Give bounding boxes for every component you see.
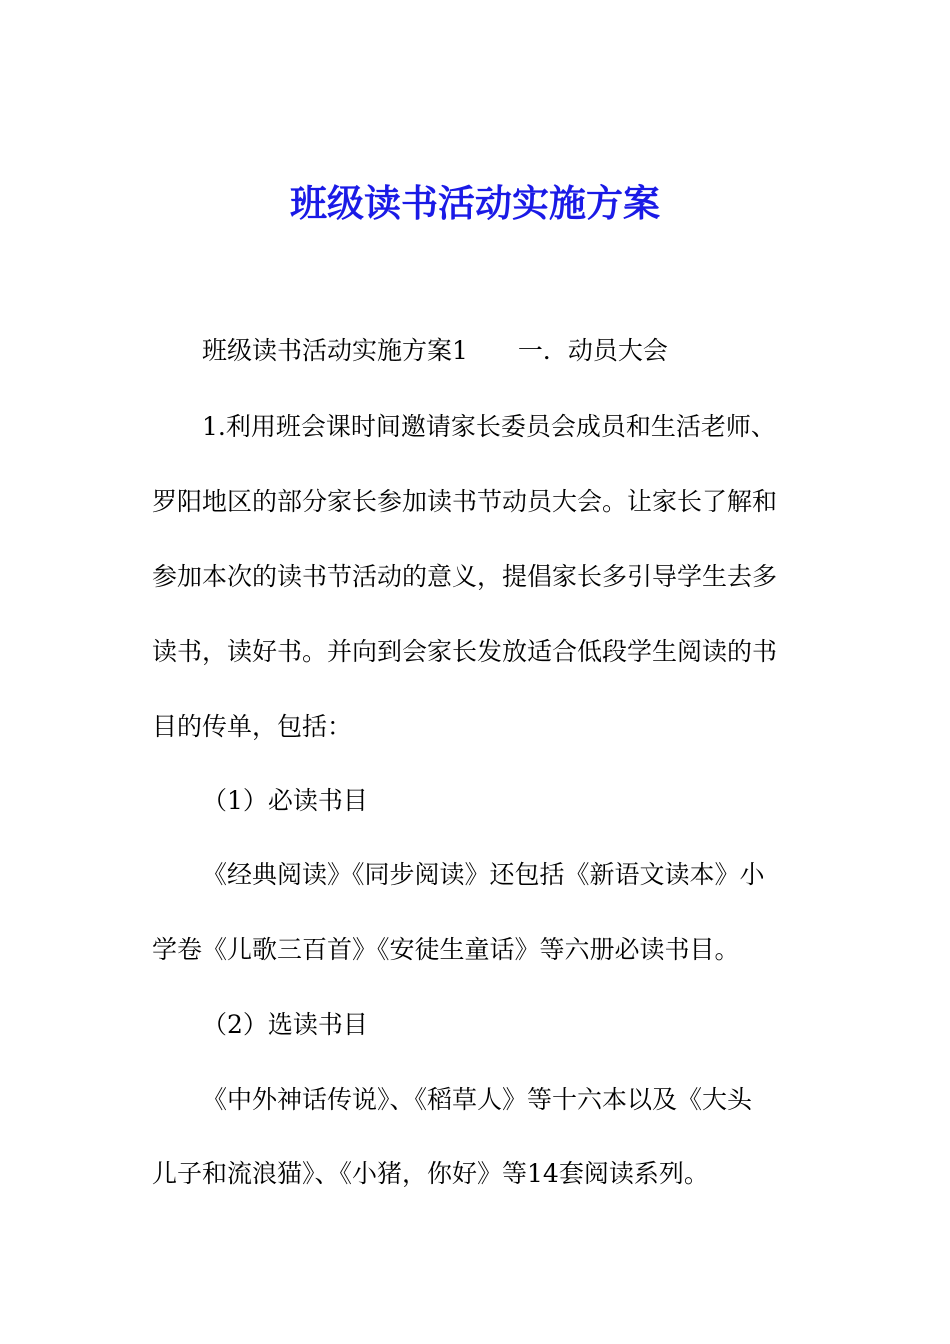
paragraph-line-4: 参加本次的读书节活动的意义，提倡家长多引导学生去多: [152, 562, 778, 591]
paragraph-line-2: 1.利用班会课时间邀请家长委员会成员和生活老师、: [202, 412, 776, 441]
paragraph-line-9: 学卷《儿歌三百首》《安徒生童话》等六册必读书目。: [152, 935, 740, 964]
paragraph-line-3: 罗阳地区的部分家长参加读书节动员大会。让家长了解和: [152, 487, 778, 516]
document-title: 班级读书活动实施方案: [290, 181, 660, 225]
list-heading-required: （1）必读书目: [202, 786, 368, 815]
paragraph-line-8: 《经典阅读》《同步阅读》还包括《新语文读本》小: [202, 860, 765, 889]
paragraph-line-5: 读书，读好书。并向到会家长发放适合低段学生阅读的书: [152, 637, 778, 666]
paragraph-line-1: [202, 331, 802, 371]
list-heading-optional: （2）选读书目: [202, 1010, 368, 1039]
paragraph-line-11: 《中外神话传说》、《稻草人》等十六本以及《大头: [202, 1085, 753, 1114]
paragraph-line-6: 目的传单，包括：: [152, 712, 353, 741]
paragraph-line-12: 儿子和流浪猫》、《小猪，你好》等14套阅读系列。: [152, 1159, 709, 1188]
section-heading: 一．动员大会: [517, 336, 668, 365]
plan-heading: 班级读书活动实施方案1: [202, 336, 468, 365]
